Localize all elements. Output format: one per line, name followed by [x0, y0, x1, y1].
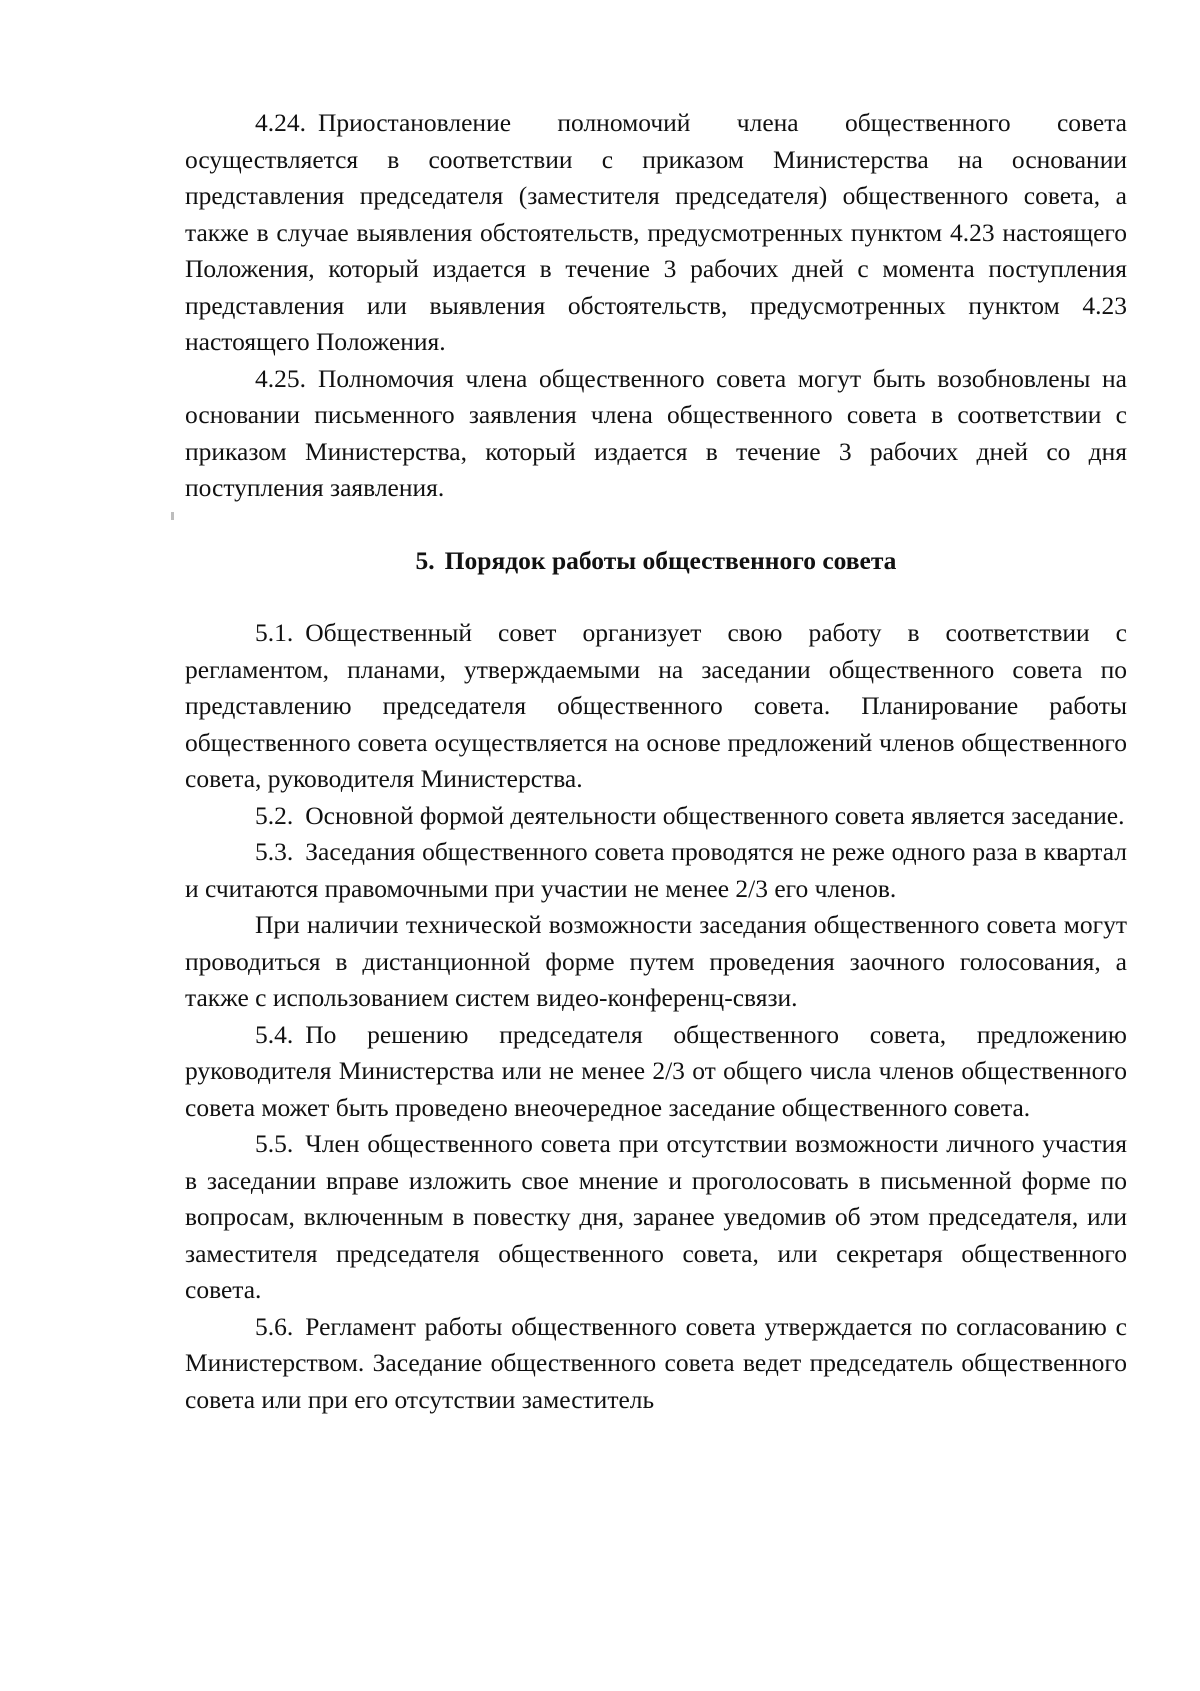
document-page — [185, 105, 1127, 1418]
paragraph-text: Заседания общественного совета проводятся не реже одного раза в квартал и считаются правомочными при участии не менее 2/3 его членов. — [185, 837, 1127, 903]
paragraph-5-1 — [185, 615, 1127, 798]
paragraph-number: 4.25. — [255, 363, 306, 393]
paragraph-number: 5.3. — [255, 837, 294, 866]
paragraph-number: 5.5. — [255, 1129, 294, 1158]
paragraph-5-3-continued — [185, 907, 1127, 1017]
paragraph-5-5 — [185, 1126, 1127, 1309]
paragraph-5-6 — [185, 1309, 1127, 1419]
paragraph-number: 4.24. — [255, 108, 306, 137]
section-heading — [185, 543, 1127, 580]
paragraph-number: 5.1. — [255, 618, 294, 647]
paragraph-text: Член общественного совета при отсутствии возможности личного участия в заседании вправе изложить свое мнение и проголосовать в письменной форме по вопросам, включенным в повестку дня, заранее уведомив об этом председателя, или заместителя председателя общественного совета, или секретаря общественного совета. — [185, 1129, 1127, 1304]
paragraph-4-25 — [185, 361, 1127, 507]
paragraph-number: 5.2. — [255, 800, 294, 830]
paragraph-5-4 — [185, 1017, 1127, 1127]
paragraph-5-2 — [185, 798, 1127, 835]
paragraph-4-24 — [185, 105, 1127, 361]
section-number: 5. — [415, 545, 435, 575]
paragraph-text: Полномочия члена общественного совета могут быть возобновлены на основании письменного заявления члена общественного совета в соответствии с приказом Министерства, который издается в течение 3 рабочих дней со дня поступления заявления. — [185, 363, 1127, 502]
paragraph-text: Приостановление полномочий члена общественного совета осуществляется в соответствии с приказом Министерства на основании представления председателя (заместителя председателя) общественного совета, а также в случае выявления обстоятельств, предусмотренных пунктом 4.23 настоящего Положения, который издается в течение 3 рабочих дней с момента поступления представления или выявления обстоятельств, предусмотренных пунктом 4.23 настоящего Положения. — [185, 108, 1127, 356]
paragraph-text: Основной формой деятельности общественного совета является заседание. — [305, 800, 1125, 830]
paragraph-number: 5.6. — [255, 1311, 294, 1341]
paragraph-text: Регламент работы общественного совета утверждается по согласованию с Министерством. Заседание общественного совета ведет председатель общественного совета или при его отсутствии заместитель — [185, 1311, 1127, 1414]
paragraph-5-3 — [185, 834, 1127, 907]
scan-speck — [171, 512, 174, 520]
section-title: Порядок работы общественного совета — [444, 545, 897, 575]
paragraph-text: Общественный совет организует свою работу в соответствии с регламентом, планами, утверждаемыми на заседании общественного совета по представлению председателя общественного совета. Планирование работы общественного совета осуществляется на основе предложений членов общественного совета, руководителя Министерства. — [185, 618, 1127, 793]
paragraph-number: 5.4. — [255, 1019, 294, 1049]
paragraph-text: При наличии технической возможности заседания общественного совета могут проводиться в дистанционной форме путем проведения заочного голосования, а также с использованием систем видео-конференц-связи. — [185, 910, 1127, 1012]
paragraph-text: По решению председателя общественного совета, предложению руководителя Министерства или не менее 2/3 от общего числа членов общественного совета может быть проведено внеочередное заседание общественного совета. — [185, 1019, 1127, 1122]
